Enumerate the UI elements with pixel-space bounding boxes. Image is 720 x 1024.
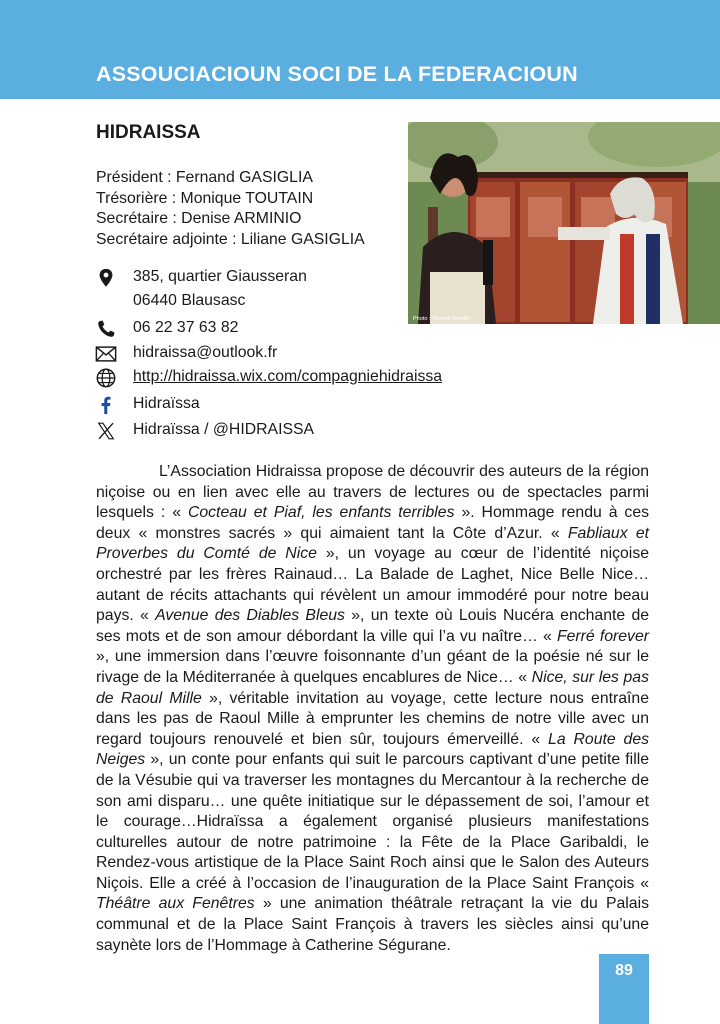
work-title: La Route des Neiges	[96, 730, 650, 769]
website-row	[94, 366, 494, 390]
website-link[interactable]: http://hidraissa.wix.com/compagniehidraissa	[133, 368, 443, 385]
facebook-handle[interactable]: Hidraïssa	[133, 395, 200, 412]
facebook-icon	[94, 394, 118, 416]
work-title: Ferré forever	[556, 627, 649, 645]
officers-list	[96, 168, 365, 250]
officer-secretary: Secrétaire : Denise ARMINIO	[96, 210, 302, 227]
officer-assistant-secretary: Secrétaire adjointe : Liliane GASIGLIA	[96, 230, 365, 248]
description-segment: L’Association Hidraissa propose de découvrir des auteurs de la région niçoise ou en lien avec elle au travers de lectures ou de spectacles parmi lesquels : «	[96, 463, 649, 522]
globe-icon	[94, 367, 118, 389]
description-segment: » une animation théâtrale retraçant la vie du Palais communal et de la Place Saint François à travers les siècles ainsi qu’une saynète lors de l’Hommage à Catherine Ségurane.	[96, 895, 649, 954]
page-number: 89	[615, 962, 633, 979]
description-segment: ». Hommage rendu à ces deux « monstres sacrés » qui aimaient tant la Côte d’Azur. «	[96, 504, 650, 542]
officer-treasurer: Trésorière : Monique TOUTAIN	[96, 189, 314, 207]
address-row	[94, 266, 494, 309]
work-title: Avenue des Diables Bleus	[155, 607, 345, 625]
x-logo-icon	[94, 420, 118, 442]
envelope-icon	[94, 343, 118, 365]
x-row	[94, 419, 494, 443]
header-banner	[0, 0, 720, 99]
description-segment: », un texte où Louis Nucéra enchante de ses mots et de son amour débordant la ville qui l’a vu naître… «	[96, 607, 650, 645]
photo-credit: Photo : Yannick Arnolfo	[413, 316, 470, 322]
description-segment: », un voyage au cœur de l’identité niçoise orchestré par les frères Rainaud… La Balade de Laghet, Nice Belle Nice… autant de récits attachants qui révèlent un amour immodéré pour notre beau pays. «	[96, 545, 649, 625]
section-title: ASSOUCIACIOUN SOCI DE LA FEDERACIOUN	[96, 62, 578, 86]
description-segment: », un conte pour enfants qui suit le parcours captivant d’une petite fille de la Vésubie qui va traverser les montagnes du Mercantour à la recherche de son ami disparu… une quête initiatique sur le dépassement de soi, l’amour et le courage…Hidraïssa a également organisé plusieurs manifestations culturelles autour de notre patrimoine : la Fête de la Place Garibaldi, le Rendez-vous artistique de la Place Saint Roch ainsi que le Salon des Auteurs Niçois. Elle a créé à l’occasion de l’inauguration de la Place Saint François «	[96, 751, 649, 892]
description-segment: », une immersion dans l’œuvre foisonnante d’un géant de la poésie né sur le rivage de la Méditerranée à quelques encablures de Nice… «	[96, 648, 649, 686]
theatre-photo	[408, 122, 720, 324]
work-title: Théâtre aux Fenêtres	[96, 895, 255, 913]
officer-president: Président : Fernand GASIGLIA	[96, 169, 313, 186]
address-line1: 385, quartier Giausseran	[133, 268, 307, 285]
address-line2: 06440 Blausasc	[133, 292, 246, 309]
association-name: HIDRAISSA	[96, 122, 201, 143]
location-pin-icon	[94, 267, 118, 289]
phone-icon	[94, 318, 118, 340]
description-segment: », véritable invitation au voyage, cette lecture nous entraîne dans les pas de Raoul Mille à emprunter les chemins de notre ville avec un regard toujours renouvelé et bien sûr, toujours émerveillé. «	[96, 689, 650, 748]
phone-row	[94, 317, 494, 341]
description-text	[96, 462, 649, 956]
page-number-tab	[599, 954, 649, 1024]
x-handle[interactable]: Hidraïssa / @HIDRAISSA	[133, 421, 315, 438]
facebook-row	[94, 393, 494, 417]
work-title: Fabliaux et Proverbes du Comté de Nice	[96, 524, 649, 563]
description-paragraph	[96, 462, 649, 956]
email-address[interactable]: hidraissa@outlook.fr	[133, 344, 278, 361]
work-title: Cocteau et Piaf, les enfants terribles	[187, 504, 455, 522]
phone-number[interactable]: 06 22 37 63 82	[133, 319, 239, 336]
work-title: Nice, sur les pas de Raoul Mille	[96, 668, 649, 707]
email-row	[94, 342, 494, 366]
